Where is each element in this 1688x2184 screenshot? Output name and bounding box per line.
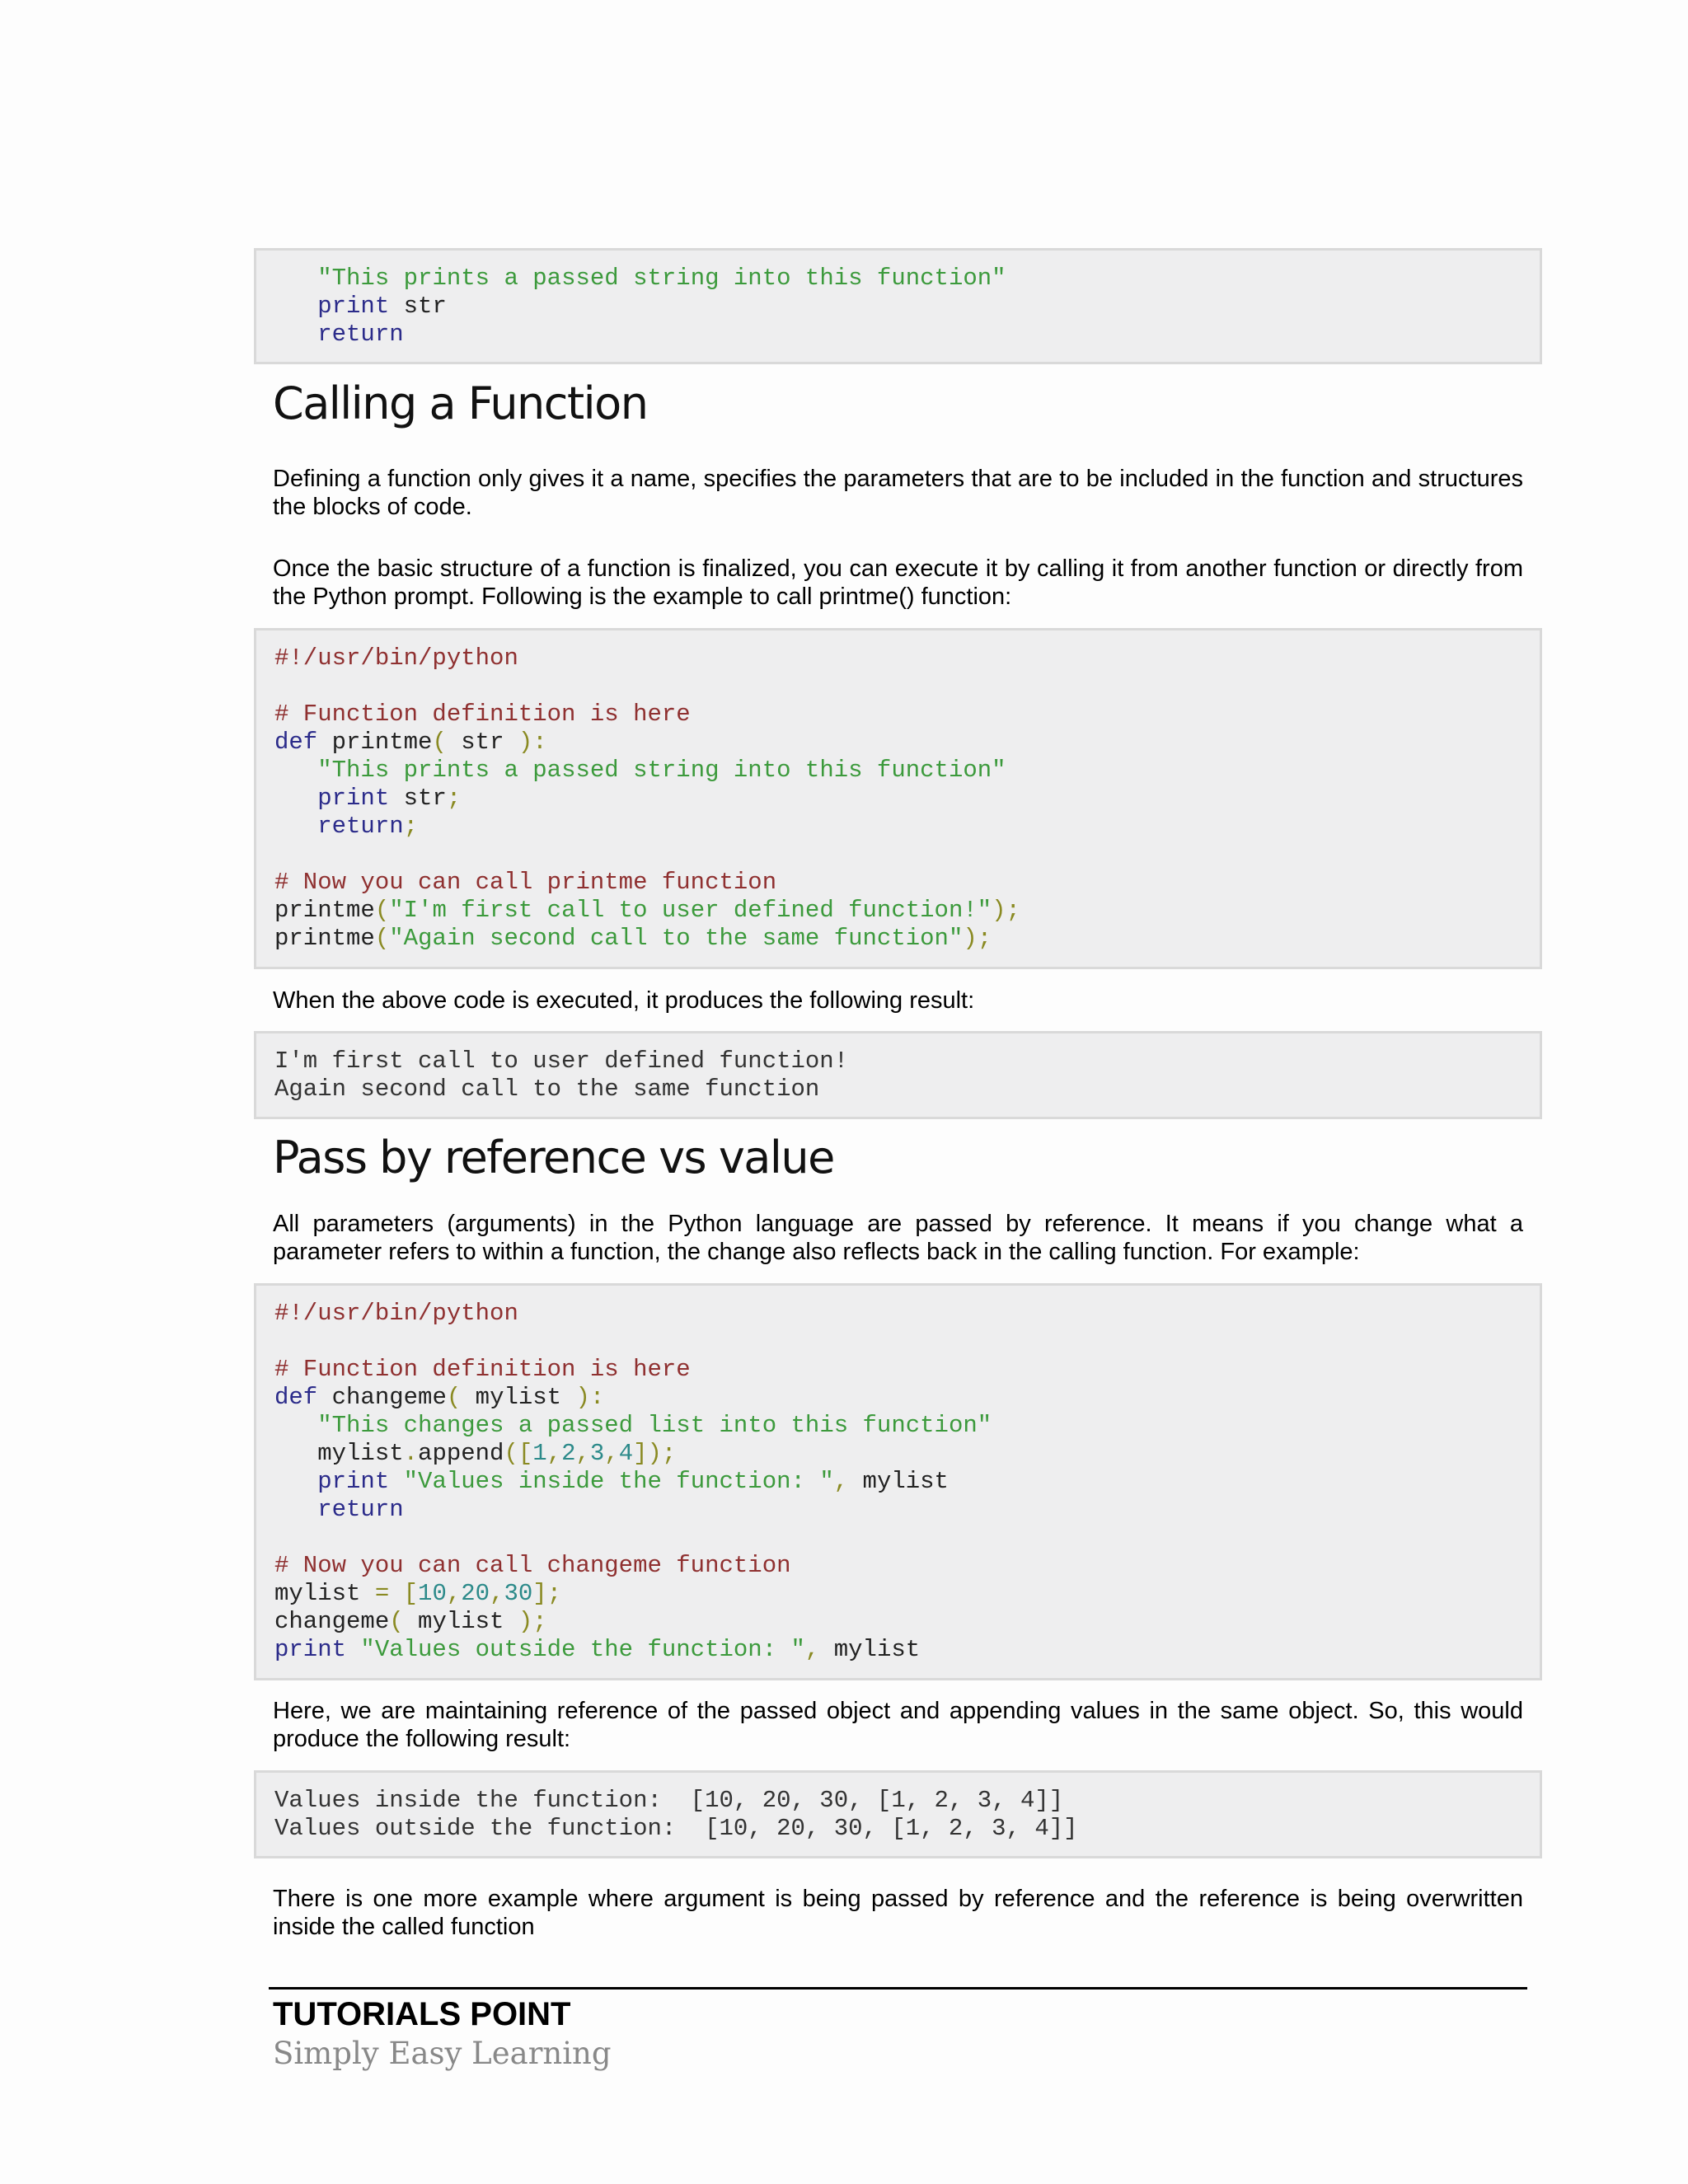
output-listing bbox=[256, 1033, 1540, 1104]
code-line: Again second call to the same function bbox=[274, 1076, 820, 1103]
paragraph-pass-by-reference: All parameters (arguments) in the Python language are passed by reference. It means if you change what a parameter refers to within a function, the change also reflects back in the calling function. For example: bbox=[273, 1211, 1523, 1265]
code-line: # Function definition is here bbox=[274, 1356, 691, 1383]
code-line: print "Values outside the function: ", mylist bbox=[274, 1636, 921, 1663]
code-listing bbox=[256, 1286, 1540, 1664]
code-line: I'm first call to user defined function! bbox=[274, 1047, 849, 1075]
code-line: printme("Again second call to the same function"); bbox=[274, 925, 992, 952]
code-line: # Now you can call printme function bbox=[274, 869, 777, 896]
code-listing bbox=[256, 251, 1540, 349]
code-block-changeme bbox=[254, 1283, 1542, 1680]
output-block-changeme bbox=[254, 1770, 1542, 1858]
code-line: #!/usr/bin/python bbox=[274, 644, 518, 672]
code-block-printme bbox=[254, 628, 1542, 969]
footer-tagline: Simply Easy Learning bbox=[273, 2036, 612, 2071]
code-line: Values inside the function: [10, 20, 30, [1, 2, 3, 4]] bbox=[274, 1787, 1064, 1814]
code-line: print str; bbox=[317, 785, 462, 812]
code-line: return; bbox=[317, 813, 419, 840]
code-line: changeme( mylist ); bbox=[274, 1608, 547, 1635]
code-block-top bbox=[254, 248, 1542, 364]
code-line: def printme( str ): bbox=[274, 729, 547, 756]
section-heading-pass-by-reference: Pass by reference vs value bbox=[273, 1132, 834, 1183]
code-line: mylist.append([1,2,3,4]); bbox=[317, 1440, 677, 1467]
code-line: "This changes a passed list into this function" bbox=[317, 1412, 992, 1439]
code-line: return bbox=[317, 321, 404, 348]
paragraph-maintaining-reference: Here, we are maintaining reference of the passed object and appending values in the same object. So, this would produce the following result: bbox=[273, 1698, 1523, 1752]
code-line: #!/usr/bin/python bbox=[274, 1300, 518, 1327]
output-block-printme bbox=[254, 1031, 1542, 1119]
code-line: "This prints a passed string into this function" bbox=[317, 757, 1006, 784]
code-line: Values outside the function: [10, 20, 30, [1, 2, 3, 4]] bbox=[274, 1815, 1078, 1842]
code-line: print str bbox=[317, 293, 447, 320]
paragraph-basic-structure: Once the basic structure of a function is finalized, you can execute it by calling it from another function or directly from the Python prompt. Following is the example to call printme() function: bbox=[273, 555, 1523, 610]
code-line: printme("I'm first call to user defined function!"); bbox=[274, 897, 1020, 924]
code-line: # Function definition is here bbox=[274, 701, 691, 728]
paragraph-defining-function: Defining a function only gives it a name, specifies the parameters that are to be included in the function and structures the blocks of code. bbox=[273, 466, 1523, 520]
code-line: mylist = [10,20,30]; bbox=[274, 1580, 562, 1607]
footer-divider bbox=[269, 1987, 1527, 1990]
paragraph-one-more-example: There is one more example where argument is being passed by reference and the reference is being overwritten inside the called function bbox=[273, 1886, 1523, 1940]
code-line: "This prints a passed string into this function" bbox=[317, 265, 1006, 292]
footer-brand: TUTORIALS POINT bbox=[273, 1996, 571, 2032]
code-line: # Now you can call changeme function bbox=[274, 1552, 791, 1579]
output-listing bbox=[256, 1773, 1540, 1843]
section-heading-calling-a-function: Calling a Function bbox=[273, 377, 648, 429]
code-listing bbox=[256, 630, 1540, 953]
code-line: def changeme( mylist ): bbox=[274, 1384, 605, 1411]
code-line: return bbox=[317, 1496, 404, 1523]
paragraph-result-intro: When the above code is executed, it produces the following result: bbox=[273, 987, 975, 1014]
code-line: print "Values inside the function: ", mylist bbox=[317, 1468, 949, 1495]
